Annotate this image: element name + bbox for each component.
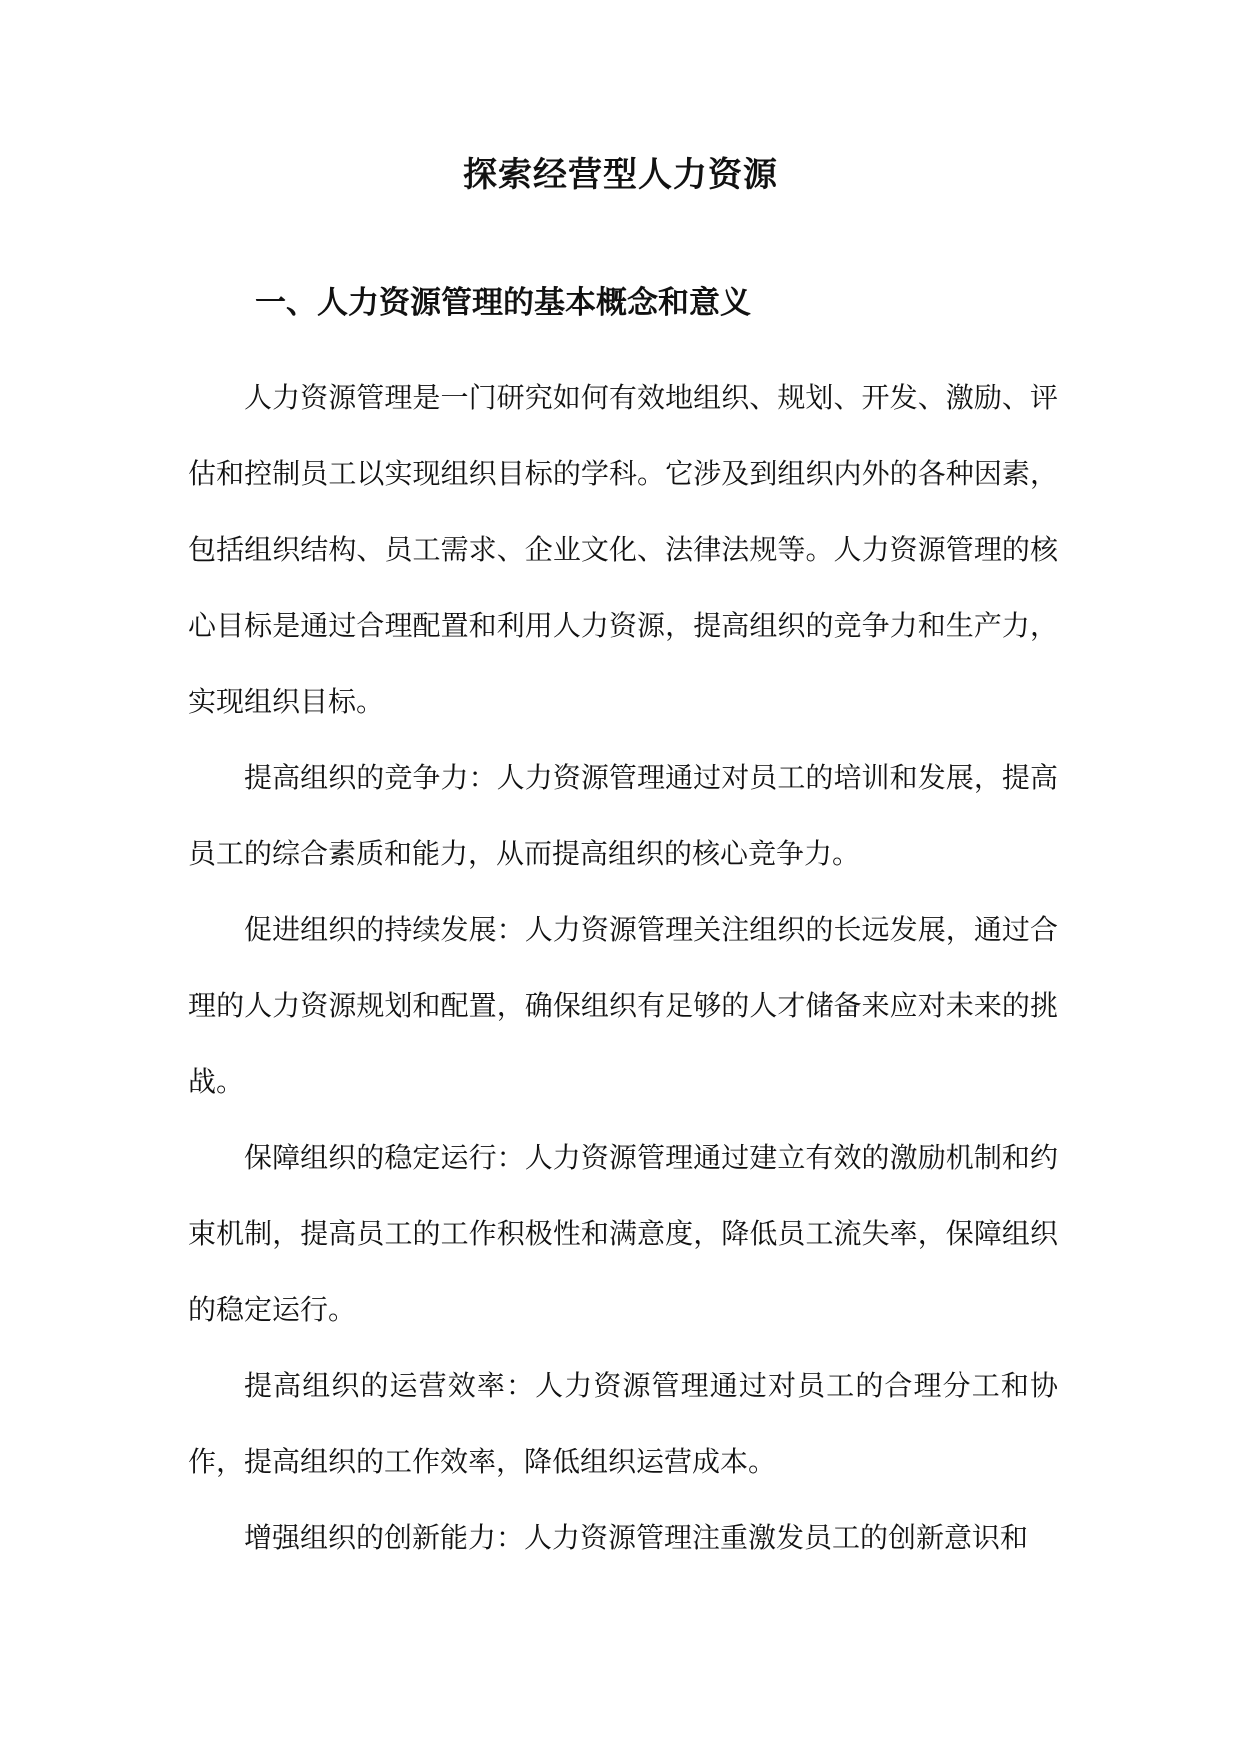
paragraph: 促进组织的持续发展：人力资源管理关注组织的长远发展，通过合理的人力资源规划和配置，确保组织有足够的人才储备来应对未来的挑战。 <box>188 913 1058 1098</box>
paragraph: 提高组织的运营效率：人力资源管理通过对员工的合理分工和协作，提高组织的工作效率，降低组织运营成本。 <box>188 1369 1058 1478</box>
paragraph: 保障组织的稳定运行：人力资源管理通过建立有效的激励机制和约束机制，提高员工的工作积极性和满意度，降低员工流失率，保障组织的稳定运行。 <box>188 1141 1058 1326</box>
paragraph: 增强组织的创新能力：人力资源管理注重激发员工的创新意识和 <box>244 1521 1029 1554</box>
paragraph: 提高组织的竞争力：人力资源管理通过对员工的培训和发展，提高员工的综合素质和能力，从而提高组织的核心竞争力。 <box>188 761 1058 870</box>
paragraph: 人力资源管理是一门研究如何有效地组织、规划、开发、激励、评估和控制员工以实现组织目标的学科。它涉及到组织内外的各种因素，包括组织结构、员工需求、企业文化、法律法规等。人力资源管理的核心目标是通过合理配置和利用人力资源，提高组织的竞争力和生产力，实现组织目标。 <box>188 381 1058 718</box>
body-text <box>188 360 1058 1576</box>
section-heading: 一、人力资源管理的基本概念和意义 <box>255 285 751 321</box>
document-title: 探索经营型人力资源 <box>463 155 778 195</box>
